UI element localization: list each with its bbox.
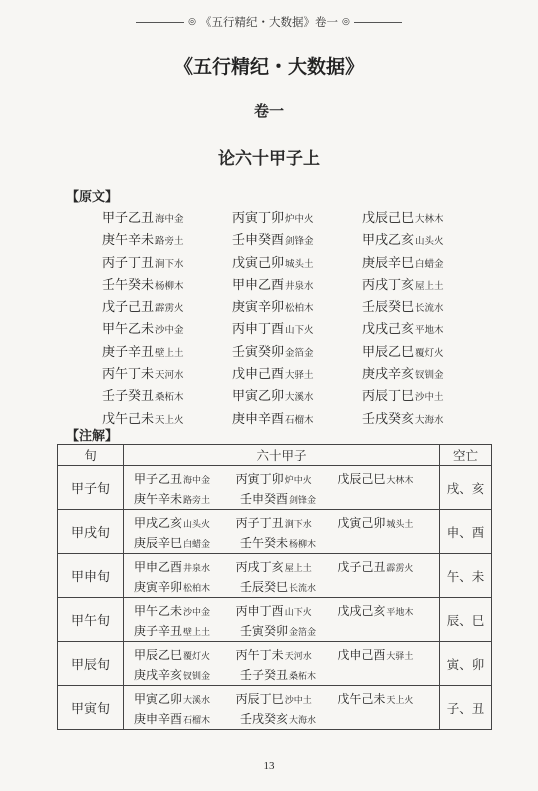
ganzhi-pair bbox=[362, 318, 492, 340]
jiazi-line bbox=[134, 577, 439, 597]
ganzhi-stems: 甲寅乙卯 bbox=[134, 692, 183, 707]
nayin-element: 平地木 bbox=[386, 608, 414, 619]
ganzhi-stems: 戊辰己巳 bbox=[337, 472, 386, 487]
ganzhi-stems: 甲申乙酉 bbox=[134, 560, 183, 575]
ganzhi-stems: 戊午己未 bbox=[337, 692, 386, 707]
ganzhi-pair bbox=[232, 252, 362, 274]
nayin-element: 大海水 bbox=[415, 414, 444, 426]
jiazi-cell bbox=[124, 686, 440, 730]
ganzhi-pair bbox=[362, 296, 492, 318]
ganzhi-stems: 戊子己丑 bbox=[337, 560, 386, 575]
ganzhi-pair bbox=[337, 646, 439, 663]
ganzhi-stems: 丙午丁未 bbox=[235, 648, 284, 663]
ganzhi-pair bbox=[134, 578, 240, 595]
xun-row bbox=[58, 554, 492, 598]
ganzhi-pair bbox=[337, 514, 439, 531]
ganzhi-pair bbox=[232, 296, 362, 318]
ganzhi-stems: 丙寅丁卯 bbox=[232, 211, 285, 226]
ganzhi-pair bbox=[232, 341, 362, 363]
ganzhi-stems: 庚午辛未 bbox=[134, 491, 183, 506]
ganzhi-stems: 丙午丁未 bbox=[102, 367, 155, 383]
volume-heading: 卷一 bbox=[253, 102, 284, 120]
nayin-element: 井泉水 bbox=[183, 564, 211, 575]
ganzhi-stems: 庚戌辛亥 bbox=[362, 367, 415, 383]
nayin-element: 天河水 bbox=[155, 370, 184, 382]
ganzhi-stems: 甲戌乙亥 bbox=[362, 233, 415, 249]
nayin-element: 山下火 bbox=[285, 325, 314, 337]
ganzhi-pair bbox=[232, 274, 362, 296]
nayin-element: 白蜡金 bbox=[183, 539, 211, 550]
xun-table-header-row bbox=[58, 445, 492, 466]
ganzhi-stems: 丙子丁丑 bbox=[235, 516, 284, 531]
nayin-element: 涧下水 bbox=[155, 258, 184, 270]
nayin-element: 壁上土 bbox=[155, 347, 184, 359]
nayin-element: 剑锋金 bbox=[289, 495, 317, 506]
ganzhi-stems: 庚申辛酉 bbox=[232, 411, 285, 427]
nayin-element: 杨柳木 bbox=[155, 280, 184, 292]
nayin-element: 涧下水 bbox=[284, 520, 312, 531]
nayin-element: 屋上土 bbox=[415, 280, 444, 292]
nayin-element: 白蜡金 bbox=[415, 258, 444, 270]
jiazi-line bbox=[134, 621, 439, 641]
ganzhi-pair bbox=[134, 710, 240, 727]
xun-row bbox=[58, 642, 492, 686]
nayin-element: 山头火 bbox=[415, 236, 444, 248]
nayin-element: 长流水 bbox=[415, 303, 444, 315]
ganzhi-pair bbox=[232, 363, 362, 385]
nayin-element: 山头火 bbox=[183, 520, 211, 531]
jiazi-line bbox=[134, 645, 439, 665]
nayin-element: 天上火 bbox=[386, 696, 414, 707]
nayin-element: 覆灯火 bbox=[183, 652, 211, 663]
ganzhi-stems: 丙戌丁亥 bbox=[362, 277, 415, 293]
ganzhi-pair bbox=[240, 490, 346, 507]
ganzhi-pair bbox=[102, 318, 232, 340]
ganzhi-stems: 庚子辛丑 bbox=[134, 623, 183, 638]
ganzhi-pair bbox=[102, 296, 232, 318]
header-xun: 旬 bbox=[58, 445, 124, 466]
ganzhi-pair bbox=[134, 534, 240, 551]
jiazi-cell bbox=[124, 466, 440, 510]
original-text-grid bbox=[102, 207, 492, 430]
nayin-element: 海中金 bbox=[155, 214, 184, 225]
nayin-element: 大驿土 bbox=[386, 652, 414, 663]
xun-name: 甲午旬 bbox=[58, 598, 124, 642]
ganzhi-stems: 戊申己酉 bbox=[337, 648, 386, 663]
ganzhi-stems: 壬午癸未 bbox=[102, 277, 155, 293]
ganzhi-stems: 庚寅辛卯 bbox=[134, 579, 183, 594]
nayin-element: 松柏木 bbox=[183, 583, 211, 594]
ganzhi-pair bbox=[102, 252, 232, 274]
ganzhi-pair bbox=[240, 710, 346, 727]
ganzhi-stems: 戊子己丑 bbox=[102, 300, 155, 316]
ganzhi-pair bbox=[134, 622, 240, 639]
jiazi-line bbox=[134, 709, 439, 729]
ganzhi-pair bbox=[236, 646, 338, 663]
jiazi-cell bbox=[124, 554, 440, 598]
original-text-label: 【原文】 bbox=[66, 190, 119, 205]
nayin-element: 屋上土 bbox=[284, 564, 312, 575]
ganzhi-stems: 丙戌丁亥 bbox=[235, 560, 284, 575]
chapter-title: 论六十甲子上 bbox=[218, 149, 320, 169]
ganzhi-pair bbox=[102, 408, 232, 430]
jiazi-cell bbox=[124, 510, 440, 554]
ganzhi-stems: 甲寅乙卯 bbox=[232, 389, 285, 405]
nayin-element: 桑柘木 bbox=[289, 671, 317, 682]
ganzhi-stems: 丙辰丁巳 bbox=[235, 692, 284, 707]
jiazi-line bbox=[134, 513, 439, 533]
ganzhi-stems: 壬午癸未 bbox=[240, 535, 289, 550]
nayin-element: 大林木 bbox=[415, 214, 444, 225]
ganzhi-pair bbox=[102, 207, 232, 229]
ganzhi-stems: 甲申乙酉 bbox=[232, 277, 285, 293]
nayin-element: 路旁土 bbox=[183, 495, 211, 506]
xun-row bbox=[58, 466, 492, 510]
ganzhi-stems: 庚申辛酉 bbox=[134, 711, 183, 726]
ganzhi-stems: 庚午辛未 bbox=[102, 233, 155, 249]
kongwang-value: 辰、巳 bbox=[440, 598, 492, 642]
ganzhi-stems: 壬戌癸亥 bbox=[362, 411, 415, 427]
ganzhi-pair bbox=[236, 602, 338, 619]
ganzhi-stems: 丙申丁酉 bbox=[232, 322, 285, 338]
notes-label: 【注解】 bbox=[66, 429, 119, 444]
nayin-element: 钗钏金 bbox=[183, 671, 211, 682]
header-kongwang: 空亡 bbox=[440, 445, 492, 466]
kongwang-value: 子、丑 bbox=[440, 686, 492, 730]
nayin-element: 霹雳火 bbox=[386, 564, 414, 575]
kongwang-value: 寅、卯 bbox=[440, 642, 492, 686]
xun-table bbox=[57, 444, 492, 730]
nayin-element: 城头土 bbox=[386, 520, 414, 531]
nayin-element: 杨柳木 bbox=[289, 539, 317, 550]
ganzhi-stems: 甲辰乙巳 bbox=[134, 648, 183, 663]
ganzhi-stems: 庚寅辛卯 bbox=[232, 300, 285, 316]
header-ornament-left: ◎ bbox=[188, 17, 196, 27]
jiazi-line bbox=[134, 601, 439, 621]
nayin-element: 大溪水 bbox=[285, 392, 314, 404]
nayin-element: 炉中火 bbox=[284, 476, 312, 487]
nayin-element: 剑锋金 bbox=[285, 236, 314, 248]
ganzhi-pair bbox=[337, 690, 439, 707]
ganzhi-stems: 庚辰辛巳 bbox=[134, 535, 183, 550]
ganzhi-pair bbox=[102, 341, 232, 363]
nayin-element: 井泉水 bbox=[285, 280, 314, 292]
ganzhi-pair bbox=[232, 408, 362, 430]
kongwang-value: 戌、亥 bbox=[440, 466, 492, 510]
nayin-element: 钗钏金 bbox=[415, 370, 444, 382]
ganzhi-pair bbox=[362, 207, 492, 229]
page-number: 13 bbox=[263, 760, 275, 772]
ganzhi-pair bbox=[134, 690, 236, 707]
ganzhi-pair bbox=[232, 385, 362, 407]
running-header bbox=[0, 14, 538, 30]
kongwang-value: 申、酉 bbox=[440, 510, 492, 554]
ganzhi-pair bbox=[362, 385, 492, 407]
jiazi-line bbox=[134, 469, 439, 489]
nayin-element: 大海水 bbox=[289, 715, 317, 726]
ganzhi-pair bbox=[362, 229, 492, 251]
jiazi-line bbox=[134, 533, 439, 553]
ganzhi-pair bbox=[362, 408, 492, 430]
ganzhi-stems: 壬寅癸卯 bbox=[232, 344, 285, 360]
nayin-element: 覆灯火 bbox=[415, 347, 444, 359]
xun-name: 甲辰旬 bbox=[58, 642, 124, 686]
ganzhi-stems: 戊寅己卯 bbox=[337, 516, 386, 531]
nayin-element: 石榴木 bbox=[285, 414, 314, 426]
ganzhi-stems: 甲戌乙亥 bbox=[134, 516, 183, 531]
ganzhi-stems: 甲辰乙巳 bbox=[362, 344, 415, 360]
ganzhi-pair bbox=[134, 602, 236, 619]
ganzhi-pair bbox=[134, 646, 236, 663]
xun-name: 甲子旬 bbox=[58, 466, 124, 510]
nayin-element: 沙中金 bbox=[155, 325, 184, 337]
ganzhi-stems: 壬辰癸巳 bbox=[240, 579, 289, 594]
ganzhi-pair bbox=[240, 578, 346, 595]
ganzhi-pair bbox=[362, 274, 492, 296]
ganzhi-stems: 壬辰癸巳 bbox=[362, 300, 415, 316]
nayin-element: 沙中金 bbox=[183, 608, 211, 619]
nayin-element: 大驿土 bbox=[285, 370, 314, 382]
ganzhi-pair bbox=[134, 490, 240, 507]
ganzhi-pair bbox=[337, 558, 439, 575]
header-rule-right bbox=[354, 22, 402, 23]
nayin-element: 城头土 bbox=[285, 258, 314, 270]
ganzhi-stems: 壬子癸丑 bbox=[240, 667, 289, 682]
ganzhi-pair bbox=[134, 666, 240, 683]
nayin-element: 炉中火 bbox=[285, 214, 314, 225]
nayin-element: 山下火 bbox=[284, 608, 312, 619]
nayin-element: 大林木 bbox=[386, 476, 414, 487]
ganzhi-pair bbox=[236, 690, 338, 707]
ganzhi-pair bbox=[236, 470, 338, 487]
xun-row bbox=[58, 598, 492, 642]
jiazi-line bbox=[134, 665, 439, 685]
jiazi-cell bbox=[124, 598, 440, 642]
nayin-element: 大溪水 bbox=[183, 696, 211, 707]
nayin-element: 桑柘木 bbox=[155, 392, 184, 404]
jiazi-line bbox=[134, 689, 439, 709]
ganzhi-stems: 甲午乙未 bbox=[134, 604, 183, 619]
jiazi-line bbox=[134, 489, 439, 509]
nayin-element: 路旁土 bbox=[155, 236, 184, 248]
ganzhi-pair bbox=[337, 602, 439, 619]
ganzhi-pair bbox=[232, 207, 362, 229]
ganzhi-stems: 戊申己酉 bbox=[232, 367, 285, 383]
xun-name: 甲申旬 bbox=[58, 554, 124, 598]
nayin-element: 壁上土 bbox=[183, 627, 211, 638]
ganzhi-stems: 壬子癸丑 bbox=[102, 389, 155, 405]
ganzhi-pair bbox=[362, 252, 492, 274]
nayin-element: 长流水 bbox=[289, 583, 317, 594]
ganzhi-stems: 甲子乙丑 bbox=[102, 211, 155, 226]
xun-name: 甲寅旬 bbox=[58, 686, 124, 730]
ganzhi-pair bbox=[102, 229, 232, 251]
nayin-element: 沙中土 bbox=[415, 392, 444, 404]
ganzhi-stems: 戊戌己亥 bbox=[362, 322, 415, 338]
ganzhi-stems: 庚辰辛巳 bbox=[362, 255, 415, 271]
header-rule-left bbox=[136, 22, 184, 23]
ganzhi-stems: 戊戌己亥 bbox=[337, 604, 386, 619]
ganzhi-stems: 壬戌癸亥 bbox=[240, 711, 289, 726]
book-title: 《五行精纪・大数据》 bbox=[173, 56, 364, 78]
jiazi-line bbox=[134, 557, 439, 577]
ganzhi-stems: 丙子丁丑 bbox=[102, 255, 155, 271]
ganzhi-pair bbox=[236, 514, 338, 531]
ganzhi-pair bbox=[232, 229, 362, 251]
ganzhi-stems: 甲子乙丑 bbox=[134, 472, 183, 487]
ganzhi-stems: 戊辰己巳 bbox=[362, 211, 415, 226]
ganzhi-stems: 戊午己未 bbox=[102, 411, 155, 427]
ganzhi-stems: 壬寅癸卯 bbox=[240, 623, 289, 638]
ganzhi-stems: 壬申癸酉 bbox=[232, 233, 285, 249]
ganzhi-pair bbox=[240, 534, 346, 551]
nayin-element: 海中金 bbox=[183, 476, 211, 487]
ganzhi-pair bbox=[240, 622, 346, 639]
nayin-element: 金箔金 bbox=[285, 347, 314, 359]
ganzhi-stems: 丙辰丁巳 bbox=[362, 389, 415, 405]
ganzhi-pair bbox=[134, 558, 236, 575]
xun-row bbox=[58, 686, 492, 730]
header-ornament-right: ◎ bbox=[342, 17, 350, 27]
ganzhi-pair bbox=[240, 666, 346, 683]
nayin-element: 石榴木 bbox=[183, 715, 211, 726]
kongwang-value: 午、未 bbox=[440, 554, 492, 598]
nayin-element: 平地木 bbox=[415, 325, 444, 337]
ganzhi-stems: 庚戌辛亥 bbox=[134, 667, 183, 682]
ganzhi-stems: 甲午乙未 bbox=[102, 322, 155, 338]
jiazi-cell bbox=[124, 642, 440, 686]
nayin-element: 沙中土 bbox=[284, 696, 312, 707]
ganzhi-pair bbox=[236, 558, 338, 575]
ganzhi-pair bbox=[134, 514, 236, 531]
ganzhi-stems: 戊寅己卯 bbox=[232, 255, 285, 271]
ganzhi-stems: 丙申丁酉 bbox=[235, 604, 284, 619]
nayin-element: 松柏木 bbox=[285, 303, 314, 315]
ganzhi-pair bbox=[102, 385, 232, 407]
ganzhi-pair bbox=[362, 341, 492, 363]
nayin-element: 天河水 bbox=[284, 652, 312, 663]
nayin-element: 霹雳火 bbox=[155, 303, 184, 315]
nayin-element: 天上火 bbox=[155, 414, 184, 426]
nayin-element: 金箔金 bbox=[289, 627, 317, 638]
running-title: 《五行精纪・大数据》卷一 bbox=[200, 15, 338, 29]
header-jiazi: 六十甲子 bbox=[124, 445, 440, 466]
ganzhi-pair bbox=[134, 470, 236, 487]
ganzhi-pair bbox=[232, 318, 362, 340]
ganzhi-stems: 壬申癸酉 bbox=[240, 491, 289, 506]
ganzhi-stems: 庚子辛丑 bbox=[102, 344, 155, 360]
ganzhi-pair bbox=[362, 363, 492, 385]
ganzhi-stems: 丙寅丁卯 bbox=[235, 472, 284, 487]
ganzhi-pair bbox=[102, 363, 232, 385]
xun-name: 甲戌旬 bbox=[58, 510, 124, 554]
ganzhi-pair bbox=[102, 274, 232, 296]
ganzhi-pair bbox=[337, 470, 439, 487]
xun-row bbox=[58, 510, 492, 554]
